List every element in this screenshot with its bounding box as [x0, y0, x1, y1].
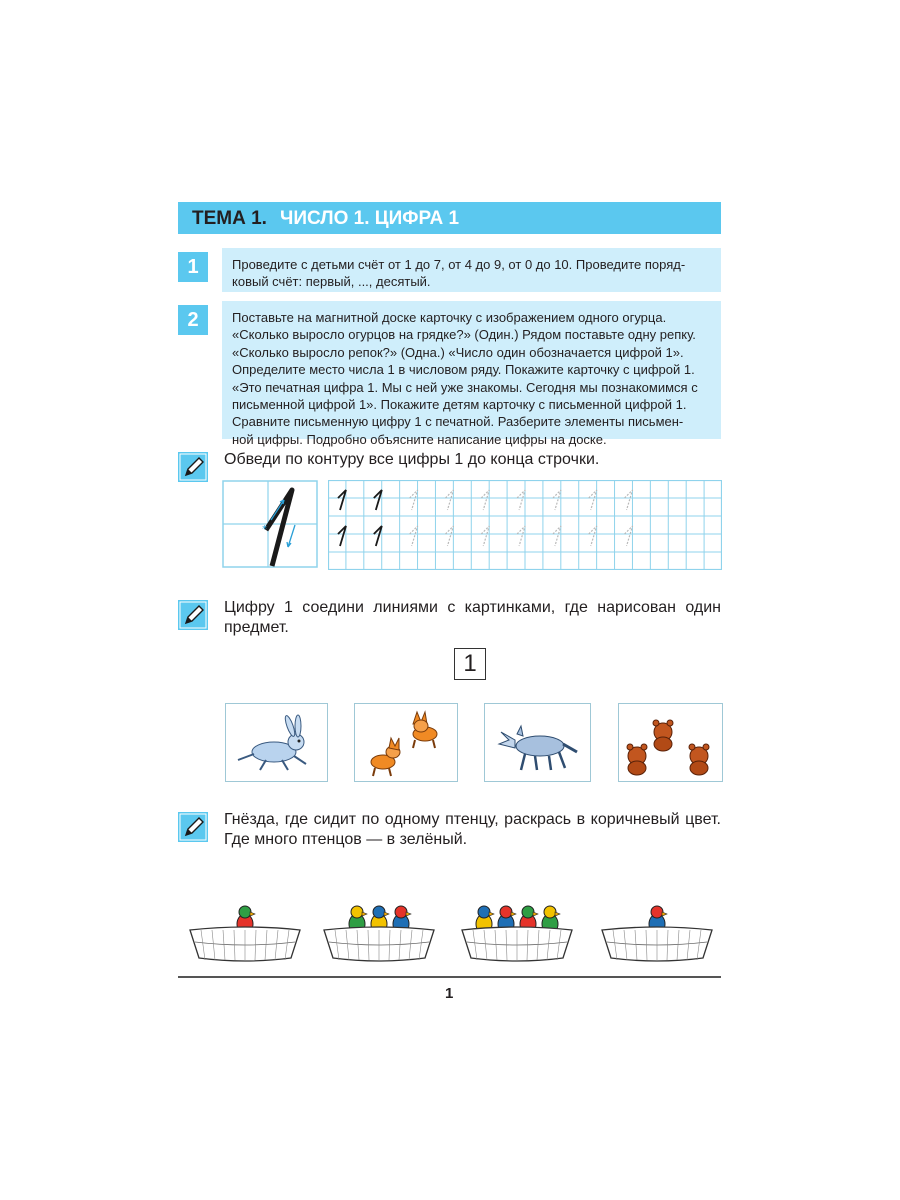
task-2-line: Сравните письменную цифру 1 с печатной. Разберите элементы письмен-: [232, 414, 684, 430]
nest[interactable]: [324, 906, 434, 961]
task-1-box: [222, 248, 721, 292]
card-foxes[interactable]: [354, 703, 458, 782]
svg-text:*: *: [262, 524, 267, 535]
bears-illustration: [619, 704, 722, 781]
topic-title: ЧИСЛО 1. ЦИФРА 1: [280, 208, 460, 229]
exercise-1-text: Обведи по контуру все цифры 1 до конца строчки.: [224, 451, 600, 468]
task-2-box: [222, 301, 721, 447]
task-2-line: Определите место числа 1 в числовом ряду. Покажите карточку с цифрой 1.: [232, 362, 695, 378]
page-number: 1: [445, 985, 454, 1002]
topic-header: [178, 202, 721, 234]
hare-illustration: [226, 704, 327, 781]
foxes-illustration: [355, 704, 457, 781]
nest[interactable]: [602, 906, 712, 961]
task-2-line: «Это печатная цифра 1. Мы с ней уже знакомы. Сегодня мы познакомимся с: [232, 379, 698, 395]
exercise-2-text: Цифру 1 соедини линиями с картинками, где нарисован один предмет.: [224, 599, 721, 636]
task-number-1: 1: [178, 252, 208, 282]
copybook-grid: [328, 480, 722, 570]
pencil-icon: [178, 600, 208, 630]
nest[interactable]: [462, 906, 572, 961]
footer-rule: [178, 976, 721, 978]
task-1-line: Проведите с детьми счёт от 1 до 7, от 4 до 9, от 0 до 10. Проведите поряд-: [232, 257, 686, 272]
pencil-icon: [178, 812, 208, 842]
task-2-line: «Сколько выросло огурцов на грядке?» (Один.) Рядом поставьте одну репку.: [232, 327, 696, 343]
nests-row: [185, 890, 725, 970]
card-wolf[interactable]: [484, 703, 591, 782]
task-1-line: ковый счёт: первый, ..., десятый.: [232, 274, 431, 290]
task-2-line: Поставьте на магнитной доске карточку с изображением одного огурца.: [232, 310, 667, 325]
exercise-3-text: Гнёзда, где сидит по одному птенцу, раскрась в коричневый цвет. Где много птенцов — в зелёный.: [224, 811, 721, 848]
digit-demo-grid: [222, 480, 318, 568]
task-2-line: письменной цифрой 1». Покажите детям карточку с письменной цифрой 1.: [232, 397, 687, 413]
pencil-icon: [178, 452, 208, 482]
task-2-line: «Сколько выросло репок?» (Одна.) «Число один обозначается цифрой 1».: [232, 344, 684, 360]
digit-card[interactable]: 1: [454, 648, 486, 680]
card-hare[interactable]: [225, 703, 328, 782]
topic-number: ТЕМА 1.: [192, 208, 267, 229]
task-number-2: 2: [178, 305, 208, 335]
card-bears[interactable]: [618, 703, 723, 782]
task-2-line: ной цифры. Подробно объясните написание цифры на доске.: [232, 431, 607, 447]
nest[interactable]: [190, 906, 300, 961]
wolf-illustration: [485, 704, 590, 781]
